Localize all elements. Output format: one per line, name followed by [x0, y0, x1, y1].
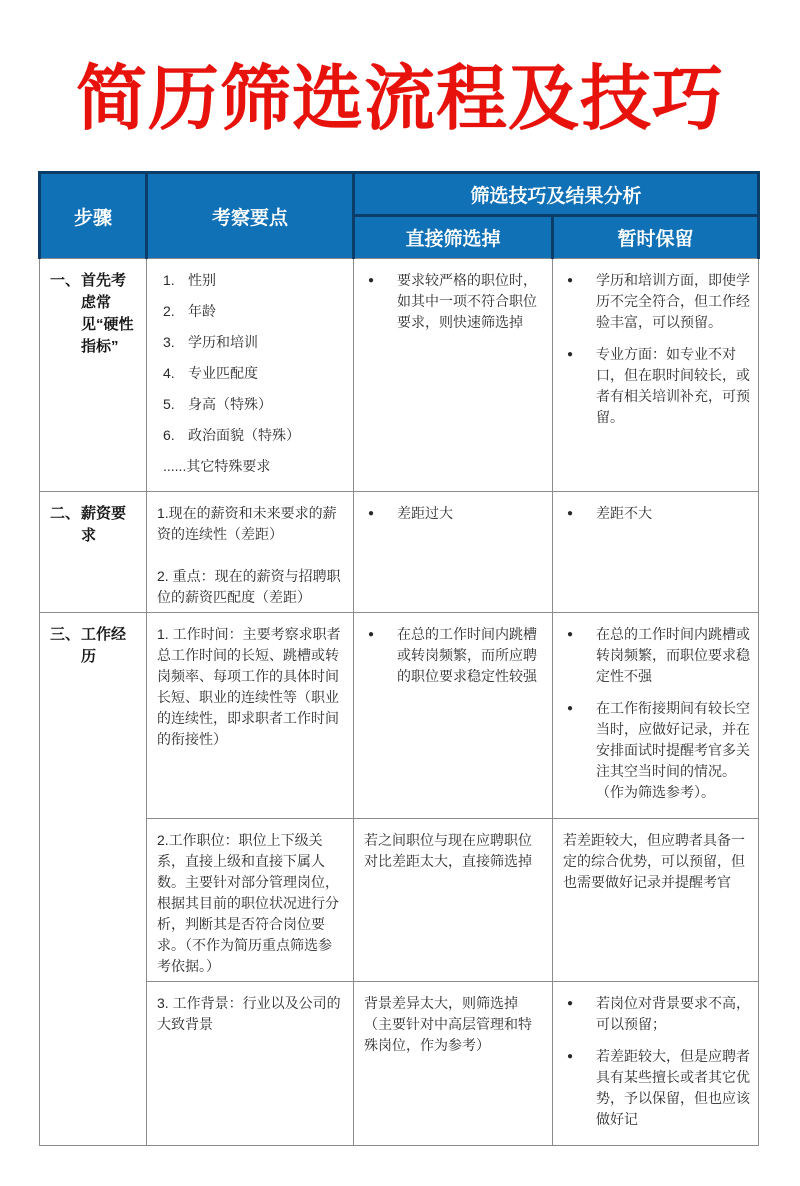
examine-paragraph: 1. 工作时间：主要考察求职者总工作时间的长短、跳槽或转岗频率、每项工作的具体时间长短、职业的连续性等（职业的连续性，即求职者工作时间的衔接性） — [157, 626, 341, 748]
bullet-icon: ● — [567, 508, 574, 520]
cell-examine-3a — [147, 613, 354, 819]
cell-screen-out-1 — [354, 259, 553, 492]
cell-keep-2 — [553, 492, 759, 613]
table-row — [40, 259, 759, 492]
bullet-item: ● 若岗位对背景要求不高，可以预留； — [563, 993, 750, 1035]
cell-step-2 — [40, 492, 147, 613]
col-header-screen-out: 直接筛选掉 — [354, 216, 553, 259]
cell-screen-out-2 — [354, 492, 553, 613]
step-label — [50, 624, 138, 668]
bullet-item: ● 学历和培训方面，即使学历不完全符合，但工作经验丰富，可以预留。 — [563, 270, 750, 333]
bullet-item: ● 要求较严格的职位时，如其中一项不符合职位要求，则快速筛选掉 — [364, 270, 544, 333]
note-text: 若差距较大，但应聘者具备一定的综合优势，可以预留，但也需要做好记录并提醒考官 — [563, 832, 745, 891]
bullet-icon: ● — [368, 508, 375, 520]
list-item: 3. 学历和培训 — [163, 334, 258, 351]
table-row — [40, 819, 759, 982]
bullet-icon: ● — [567, 703, 574, 715]
examine-paragraph: 3. 工作背景：行业以及公司的大致背景 — [157, 995, 341, 1033]
bullet-item: ● 若差距较大，但是应聘者具有某些擅长或者其它优势，予以保留，但也应该做好记 — [563, 1046, 750, 1130]
cell-examine-1 — [147, 259, 354, 492]
note-text: 背景差异太大，则筛选掉（主要针对中高层管理和特殊岗位，作为参考） — [364, 995, 532, 1054]
step-number: 三、 — [50, 626, 81, 644]
cell-keep-3c — [553, 982, 759, 1146]
list-item: 4. 专业匹配度 — [163, 365, 258, 382]
cell-examine-3c — [147, 982, 354, 1146]
list-item: 5. 身高（特殊） — [163, 396, 272, 413]
col-header-step: 步骤 — [40, 173, 147, 259]
step-number: 一、 — [50, 272, 81, 290]
col-header-examine: 考察要点 — [147, 173, 354, 259]
bullet-item: ● 差距过大 — [364, 503, 544, 524]
step-number: 二、 — [50, 505, 81, 523]
examine-paragraph: 1.现在的薪资和未来要求的薪资的连续性（差距） — [157, 505, 337, 543]
cell-examine-2 — [147, 492, 354, 613]
bullet-icon: ● — [368, 629, 375, 641]
table-row — [40, 492, 759, 613]
cell-keep-3b — [553, 819, 759, 982]
step-text: 首先考虑常见“硬性指标” — [81, 272, 134, 356]
step-label — [50, 270, 138, 358]
examine-paragraph: 2.工作职位：职位上下级关系，直接上级和直接下属人数。主要针对部分管理岗位，根据其目前的职位状况进行分析，判断其是否符合岗位要求。（不作为简历重点筛选参考依据。） — [157, 832, 339, 975]
bullet-icon: ● — [567, 1051, 574, 1063]
cell-keep-1 — [553, 259, 759, 492]
step-text: 薪资要求 — [81, 505, 127, 545]
screening-table — [38, 171, 760, 1146]
list-item: 2. 年龄 — [163, 303, 216, 320]
bullet-icon: ● — [567, 275, 574, 287]
bullet-icon: ● — [567, 349, 574, 361]
bullet-item: ● 差距不大 — [563, 503, 750, 524]
step-text: 工作经历 — [81, 626, 127, 666]
table-row — [40, 613, 759, 819]
note-text: 若之间职位与现在应聘职位对比差距太大，直接筛选掉 — [364, 832, 532, 870]
cell-step-1 — [40, 259, 147, 492]
table-row — [40, 982, 759, 1146]
list-item: ......其它特殊要求 — [163, 458, 271, 475]
bullet-item: ● 专业方面：如专业不对口，但在职时间较长，或者有相关培训补充，可预留。 — [563, 344, 750, 428]
list-item: 1. 性别 — [163, 272, 216, 289]
step-label — [50, 503, 138, 547]
bullet-icon: ● — [567, 998, 574, 1010]
bullet-item: ● 在总的工作时间内跳槽或转岗频繁，而所应聘的职位要求稳定性较强 — [364, 624, 544, 687]
cell-screen-out-3a — [354, 613, 553, 819]
cell-screen-out-3b — [354, 819, 553, 982]
cell-step-3 — [40, 613, 147, 1146]
col-header-group: 筛选技巧及结果分析 — [354, 173, 759, 216]
bullet-item: ● 在总的工作时间内跳槽或转岗频繁，而职位要求稳定性不强 — [563, 624, 750, 687]
col-header-keep: 暂时保留 — [553, 216, 759, 259]
cell-keep-3a — [553, 613, 759, 819]
examine-paragraph: 2. 重点：现在的薪资与招聘职位的薪资匹配度（差距） — [157, 568, 341, 606]
page-title: 简历筛选流程及技巧 — [75, 60, 724, 139]
bullet-item: ● 在工作衔接期间有较长空当时，应做好记录，并在安排面试时提醒考官多关注其空当时间的情况。（作为筛选参考）。 — [563, 698, 750, 803]
cell-screen-out-3c — [354, 982, 553, 1146]
bullet-icon: ● — [567, 629, 574, 641]
bullet-icon: ● — [368, 275, 375, 287]
list-item: 6. 政治面貌（特殊） — [163, 427, 300, 444]
cell-examine-3b — [147, 819, 354, 982]
